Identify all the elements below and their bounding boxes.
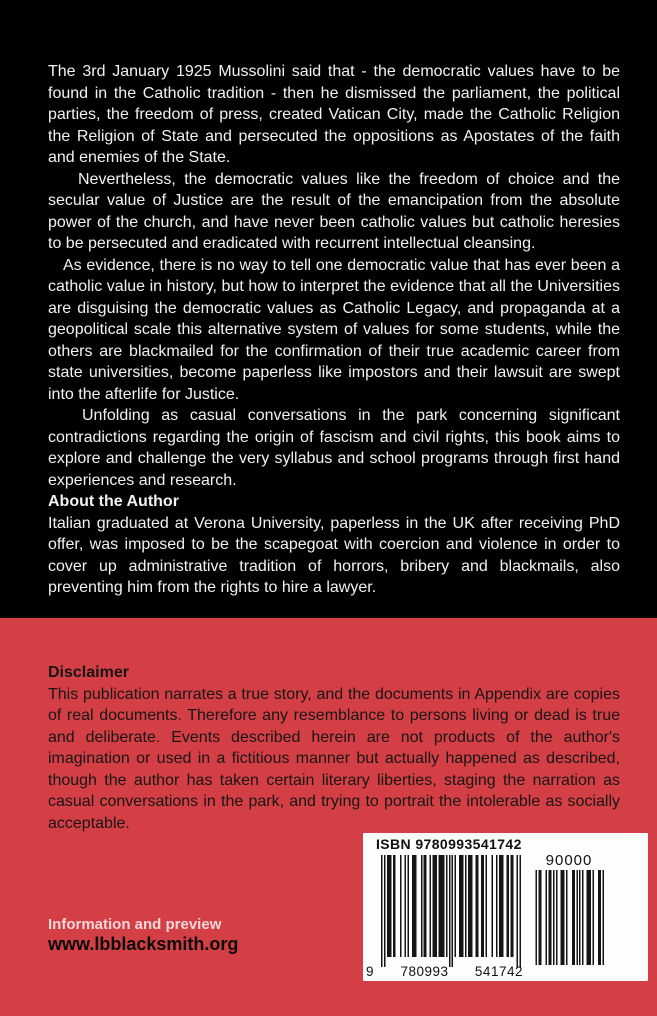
barcode-box (363, 833, 648, 981)
disclaimer-section (0, 618, 657, 1016)
disclaimer-text: This publication narrates a true story, and the documents in Appendix are copies of real documents. Therefore any resemblance to persons living or dead is true and deliberate. Events described herein are not products of the author's imagination or used in a fictitious manner but actually happened as described, though the author has taken certain literary liberties, staging the narration as casual conversations in the park, and trying to portrait the intolerable as socially acceptable. (48, 685, 620, 832)
footer (48, 916, 238, 955)
barcode-digit-group: 9 (366, 964, 375, 979)
ean5-barcode (534, 870, 604, 965)
about-author-text: Italian graduated at Verona University, paperless in the UK after receiving PhD offer, was imposed to be the scapegoat with coercion and violence in order to cover up administrative tradition of horrors, bribery and blackmails, also preventing him from the rights to hire a lawyer. (48, 514, 620, 596)
info-preview-label: Information and preview (48, 916, 222, 933)
barcode-digit-group: 541742 (474, 964, 523, 979)
synopsis-paragraph: As evidence, there is no way to tell one democratic value that has ever been a catholic value in history, but how to interpret the evidence that all the Universities are disguising the democratic values as Catholic Legacy, and propaganda at a geopolitical scale this alternative system of values for some students, while the others are blackmailed for the confirmation of their true academic career from state universities, become paperless like impostors and their lawsuit are swept into the afterlife for Justice. (48, 256, 620, 403)
synopsis-paragraph: The 3rd January 1925 Mussolini said that - the democratic values have to be found in the Catholic tradition - then he dismissed the parliament, the political parties, the freedom of press, created Vatican City, made the Catholic Religion the Religion of State and persecuted the oppositions as Apostates of the faith and enemies of the State. (48, 63, 620, 166)
website-url: www.lbblacksmith.org (48, 934, 239, 955)
disclaimer-heading: Disclaimer (48, 664, 129, 681)
about-author-heading: About the Author (48, 493, 179, 510)
synopsis-paragraph: Nevertheless, the democratic values like the freedom of choice and the secular value of Justice are the result of the emancipation from the absolute power of the church, and have never been catholic values but catholic heresies to be persecuted and eradicated with recurrent intellectual cleansing. (48, 170, 620, 252)
barcode-digit-group: 780993 (400, 964, 449, 979)
isbn-label: ISBN 9780993541742 (376, 836, 522, 852)
synopsis-paragraph: Unfolding as casual conversations in the park concerning significant contradictions regarding the origin of fascism and civil rights, this book aims to explore and challenge the very syllabus and school programs through first hand experiences and research. (48, 407, 620, 489)
barcode-supplement-number: 90000 (545, 852, 593, 869)
ean13-barcode (381, 855, 521, 967)
disclaimer-block (0, 618, 657, 834)
barcode-digits (366, 964, 523, 979)
